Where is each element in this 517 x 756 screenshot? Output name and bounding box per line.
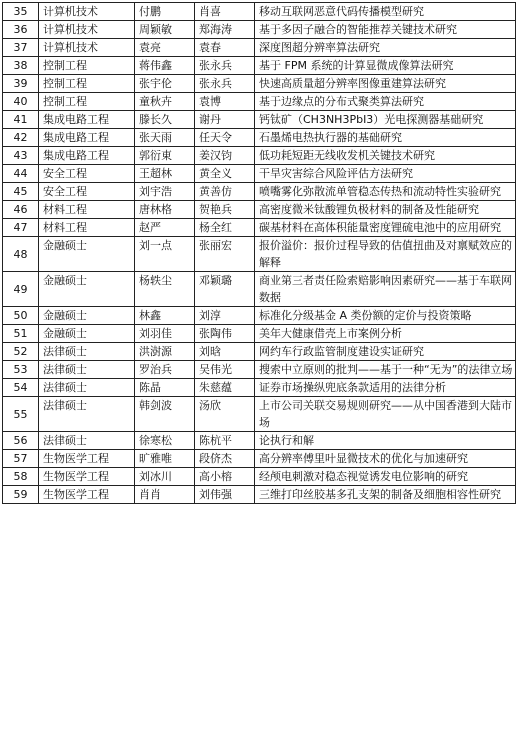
advisor-name-cell: 陈杭平 [195, 432, 255, 450]
thesis-title-cell: 喷嘴雾化弥散流单管稳态传热和流动特性实验研究 [255, 183, 516, 201]
advisor-name-cell: 刘晗 [195, 343, 255, 361]
major-cell: 控制工程 [39, 57, 135, 75]
thesis-title-cell: 快速高质量超分辨率图像重建算法研究 [255, 75, 516, 93]
advisor-name-cell: 邓颖璐 [195, 272, 255, 307]
advisor-name-cell: 张丽宏 [195, 237, 255, 272]
row-number-cell: 57 [3, 450, 39, 468]
major-cell: 法律硕士 [39, 361, 135, 379]
major-cell: 金融硕士 [39, 307, 135, 325]
row-number-cell: 36 [3, 21, 39, 39]
table-row [3, 75, 516, 93]
student-name-cell: 唐林格 [135, 201, 195, 219]
table-row [3, 183, 516, 201]
table-row [3, 468, 516, 486]
thesis-title-cell: 基于边缘点的分布式聚类算法研究 [255, 93, 516, 111]
row-number-cell: 42 [3, 129, 39, 147]
major-cell: 生物医学工程 [39, 468, 135, 486]
thesis-title-cell: 网约车行政监管制度建设实证研究 [255, 343, 516, 361]
table-row [3, 147, 516, 165]
major-cell: 金融硕士 [39, 325, 135, 343]
thesis-title-cell: 美年大健康借壳上市案例分析 [255, 325, 516, 343]
advisor-name-cell: 郑海涛 [195, 21, 255, 39]
student-name-cell: 杨轶尘 [135, 272, 195, 307]
student-name-cell: 洪澍源 [135, 343, 195, 361]
thesis-title-cell: 低功耗短距无线收发机关键技术研究 [255, 147, 516, 165]
thesis-table [2, 2, 516, 504]
table-row [3, 325, 516, 343]
advisor-name-cell: 黄全义 [195, 165, 255, 183]
major-cell: 生物医学工程 [39, 450, 135, 468]
advisor-name-cell: 谢丹 [195, 111, 255, 129]
table-row [3, 432, 516, 450]
row-number-cell: 40 [3, 93, 39, 111]
advisor-name-cell: 袁春 [195, 39, 255, 57]
row-number-cell: 55 [3, 397, 39, 432]
major-cell: 安全工程 [39, 183, 135, 201]
student-name-cell: 刘一点 [135, 237, 195, 272]
table-row [3, 3, 516, 21]
major-cell: 计算机技术 [39, 39, 135, 57]
major-cell: 材料工程 [39, 201, 135, 219]
thesis-title-cell: 干旱灾害综合风险评估方法研究 [255, 165, 516, 183]
student-name-cell: 付鹏 [135, 3, 195, 21]
student-name-cell: 罗治兵 [135, 361, 195, 379]
student-name-cell: 陈晶 [135, 379, 195, 397]
student-name-cell: 刘羽佳 [135, 325, 195, 343]
table-row [3, 39, 516, 57]
advisor-name-cell: 高小榕 [195, 468, 255, 486]
thesis-title-cell: 商业第三者责任险索赔影响因素研究——基于车联网数据 [255, 272, 516, 307]
student-name-cell: 肖肖 [135, 486, 195, 504]
major-cell: 控制工程 [39, 75, 135, 93]
major-cell: 集成电路工程 [39, 111, 135, 129]
thesis-title-cell: 石墨烯电热执行器的基础研究 [255, 129, 516, 147]
table-row [3, 165, 516, 183]
row-number-cell: 52 [3, 343, 39, 361]
advisor-name-cell: 姜汉钧 [195, 147, 255, 165]
student-name-cell: 韩剑波 [135, 397, 195, 432]
table-row [3, 93, 516, 111]
major-cell: 计算机技术 [39, 3, 135, 21]
student-name-cell: 赵严 [135, 219, 195, 237]
student-name-cell: 刘宇浩 [135, 183, 195, 201]
advisor-name-cell: 肖喜 [195, 3, 255, 21]
table-row [3, 486, 516, 504]
thesis-title-cell: 标准化分级基金 A 类份额的定价与投资策略 [255, 307, 516, 325]
major-cell: 材料工程 [39, 219, 135, 237]
student-name-cell: 旷雅唯 [135, 450, 195, 468]
advisor-name-cell: 黄善仿 [195, 183, 255, 201]
row-number-cell: 46 [3, 201, 39, 219]
student-name-cell: 徐寒松 [135, 432, 195, 450]
row-number-cell: 58 [3, 468, 39, 486]
advisor-name-cell: 刘淳 [195, 307, 255, 325]
row-number-cell: 47 [3, 219, 39, 237]
thesis-title-cell: 基于 FPM 系统的计算显微成像算法研究 [255, 57, 516, 75]
advisor-name-cell: 吴伟光 [195, 361, 255, 379]
student-name-cell: 滕长久 [135, 111, 195, 129]
row-number-cell: 54 [3, 379, 39, 397]
table-row [3, 379, 516, 397]
thesis-title-cell: 经颅电刺激对稳态视觉诱发电位影响的研究 [255, 468, 516, 486]
row-number-cell: 49 [3, 272, 39, 307]
row-number-cell: 43 [3, 147, 39, 165]
student-name-cell: 张天雨 [135, 129, 195, 147]
advisor-name-cell: 段侪杰 [195, 450, 255, 468]
advisor-name-cell: 汤欣 [195, 397, 255, 432]
table-row [3, 361, 516, 379]
advisor-name-cell: 张永兵 [195, 57, 255, 75]
thesis-title-cell: 钙钛矿（CH3NH3PbI3）光电探测器基础研究 [255, 111, 516, 129]
major-cell: 法律硕士 [39, 397, 135, 432]
student-name-cell: 周颖敏 [135, 21, 195, 39]
major-cell: 安全工程 [39, 165, 135, 183]
student-name-cell: 刘冰川 [135, 468, 195, 486]
thesis-title-cell: 深度图超分辨率算法研究 [255, 39, 516, 57]
thesis-table-body [3, 3, 516, 504]
thesis-title-cell: 三维打印丝胶基多孔支架的制备及细胞相容性研究 [255, 486, 516, 504]
advisor-name-cell: 贺艳兵 [195, 201, 255, 219]
advisor-name-cell: 任天令 [195, 129, 255, 147]
row-number-cell: 41 [3, 111, 39, 129]
student-name-cell: 蒋伟鑫 [135, 57, 195, 75]
advisor-name-cell: 朱慈蕴 [195, 379, 255, 397]
advisor-name-cell: 刘伟强 [195, 486, 255, 504]
row-number-cell: 53 [3, 361, 39, 379]
student-name-cell: 林鑫 [135, 307, 195, 325]
major-cell: 法律硕士 [39, 432, 135, 450]
thesis-title-cell: 高分辨率傅里叶显微技术的优化与加速研究 [255, 450, 516, 468]
table-row [3, 129, 516, 147]
row-number-cell: 48 [3, 237, 39, 272]
major-cell: 集成电路工程 [39, 129, 135, 147]
table-row [3, 237, 516, 272]
row-number-cell: 35 [3, 3, 39, 21]
thesis-title-cell: 碳基材料在高体积能量密度锂硫电池中的应用研究 [255, 219, 516, 237]
student-name-cell: 张宇伦 [135, 75, 195, 93]
advisor-name-cell: 杨全红 [195, 219, 255, 237]
table-row [3, 272, 516, 307]
row-number-cell: 45 [3, 183, 39, 201]
thesis-title-cell: 报价溢价：报价过程导致的估值扭曲及对禀赋效应的解释 [255, 237, 516, 272]
major-cell: 控制工程 [39, 93, 135, 111]
student-name-cell: 郭衍東 [135, 147, 195, 165]
major-cell: 法律硕士 [39, 379, 135, 397]
advisor-name-cell: 张陶伟 [195, 325, 255, 343]
major-cell: 金融硕士 [39, 237, 135, 272]
row-number-cell: 56 [3, 432, 39, 450]
advisor-name-cell: 张永兵 [195, 75, 255, 93]
row-number-cell: 37 [3, 39, 39, 57]
major-cell: 集成电路工程 [39, 147, 135, 165]
table-row [3, 307, 516, 325]
row-number-cell: 38 [3, 57, 39, 75]
major-cell: 金融硕士 [39, 272, 135, 307]
table-row [3, 111, 516, 129]
major-cell: 计算机技术 [39, 21, 135, 39]
row-number-cell: 39 [3, 75, 39, 93]
thesis-title-cell: 上市公司关联交易规则研究——从中国香港到大陆市场 [255, 397, 516, 432]
table-row [3, 450, 516, 468]
thesis-title-cell: 证券市场操纵兜底条款适用的法律分析 [255, 379, 516, 397]
row-number-cell: 50 [3, 307, 39, 325]
major-cell: 法律硕士 [39, 343, 135, 361]
row-number-cell: 44 [3, 165, 39, 183]
thesis-title-cell: 基于多因子融合的智能推荐关键技术研究 [255, 21, 516, 39]
thesis-title-cell: 搜索中立原则的批判——基于一种“无为”的法律立场 [255, 361, 516, 379]
major-cell: 生物医学工程 [39, 486, 135, 504]
table-row [3, 343, 516, 361]
student-name-cell: 王超林 [135, 165, 195, 183]
thesis-title-cell: 高密度微米钛酸锂负极材料的制备及性能研究 [255, 201, 516, 219]
table-row [3, 201, 516, 219]
student-name-cell: 童秋卉 [135, 93, 195, 111]
advisor-name-cell: 袁博 [195, 93, 255, 111]
table-row [3, 57, 516, 75]
row-number-cell: 59 [3, 486, 39, 504]
row-number-cell: 51 [3, 325, 39, 343]
table-row [3, 21, 516, 39]
table-row [3, 397, 516, 432]
thesis-title-cell: 论执行和解 [255, 432, 516, 450]
student-name-cell: 袁亮 [135, 39, 195, 57]
thesis-title-cell: 移动互联网恶意代码传播模型研究 [255, 3, 516, 21]
table-row [3, 219, 516, 237]
